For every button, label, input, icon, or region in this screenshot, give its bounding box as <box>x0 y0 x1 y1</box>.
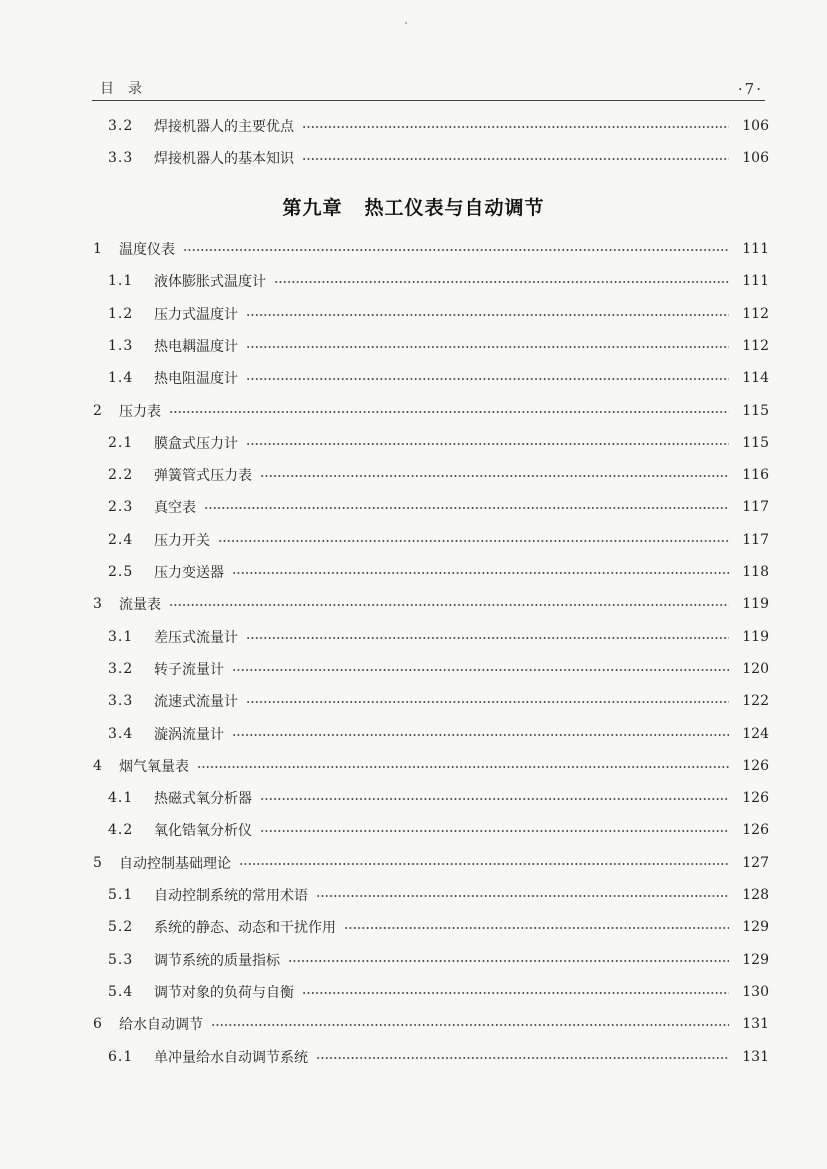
toc-entry[interactable] <box>0 657 827 681</box>
toc-entry[interactable] <box>0 560 827 584</box>
toc-entry[interactable] <box>0 786 827 810</box>
toc-entry-page: 111 <box>742 273 769 290</box>
toc-entry[interactable] <box>0 431 827 455</box>
dot-leader <box>197 766 729 768</box>
dot-leader <box>169 411 729 413</box>
dot-leader <box>169 604 729 606</box>
toc-entry-title: 给水自动调节 <box>119 1017 203 1034</box>
toc-entry-title: 压力开关 <box>154 532 210 549</box>
toc-entry-title: 真空表 <box>154 500 196 517</box>
toc-entry-title: 热电阻温度计 <box>154 371 238 388</box>
toc-entry[interactable] <box>0 980 827 1004</box>
toc-entry[interactable] <box>0 851 827 875</box>
toc-entry-page: 115 <box>742 434 769 451</box>
toc-entry[interactable] <box>0 1045 827 1069</box>
toc-entry-page: 120 <box>742 660 769 677</box>
toc-entry-page: 111 <box>742 241 769 257</box>
dot-leader <box>274 281 729 283</box>
toc-entry[interactable] <box>0 689 827 713</box>
toc-entry-title: 热电耦温度计 <box>154 338 238 355</box>
toc-entry-number: 3 <box>93 596 102 613</box>
toc-entry-number: 2.3 <box>108 499 134 516</box>
toc-entry-number: 2.1 <box>108 434 134 451</box>
toc-entry-page: 119 <box>742 628 769 645</box>
toc-entry-title: 流量表 <box>119 597 161 614</box>
toc-entry-number: 5.3 <box>108 951 134 968</box>
toc-entry-page: 126 <box>742 822 769 839</box>
dot-leader <box>246 701 729 703</box>
toc-entry-number: 5.2 <box>108 919 134 936</box>
dot-leader <box>246 637 729 639</box>
dot-leader <box>302 158 729 160</box>
dot-leader <box>232 669 729 671</box>
toc-entry-number: 2 <box>93 402 102 419</box>
toc-entry[interactable] <box>0 114 827 138</box>
toc-entry-page: 128 <box>742 887 769 903</box>
toc-entry-number: 6.1 <box>108 1048 134 1065</box>
toc-entry-title: 液体膨胀式温度计 <box>154 274 266 291</box>
toc-entry-page: 112 <box>742 305 769 322</box>
toc-entry[interactable] <box>0 915 827 939</box>
toc-entry-page: 115 <box>742 402 769 419</box>
toc-entry[interactable] <box>0 146 827 170</box>
toc-entry-number: 1 <box>93 241 102 257</box>
dot-leader <box>183 249 729 251</box>
dot-leader <box>316 1057 729 1059</box>
toc-entry-number: 4 <box>93 757 102 774</box>
toc-entry-page: 131 <box>742 1048 769 1065</box>
toc-entry-title: 自动控制系统的常用术语 <box>154 888 308 904</box>
toc-entry-number: 5.4 <box>108 983 134 1000</box>
dot-leader <box>218 540 729 542</box>
toc-entry-title: 温度仪表 <box>119 242 175 258</box>
toc-entry[interactable] <box>0 463 827 487</box>
toc-entry-title: 热磁式氧分析器 <box>154 791 252 808</box>
toc-entry[interactable] <box>0 625 827 649</box>
toc-entry-title: 流速式流量计 <box>154 694 238 711</box>
toc-entry-number: 3.1 <box>108 628 134 645</box>
dot-leader <box>316 895 729 897</box>
dot-leader <box>246 443 729 445</box>
toc-entry[interactable] <box>0 883 827 907</box>
toc-entry-title: 调节对象的负荷与自衡 <box>154 984 294 1001</box>
toc-entry-number: 3.2 <box>108 660 134 677</box>
toc-entry-number: 1.4 <box>108 370 134 387</box>
dot-leader <box>246 346 729 348</box>
toc-entry-number: 2.2 <box>108 467 134 484</box>
toc-entry[interactable] <box>0 1012 827 1036</box>
toc-entry-number: 2.4 <box>108 531 134 548</box>
dot-leader <box>211 1024 729 1026</box>
toc-entry[interactable] <box>0 528 827 552</box>
toc-entry[interactable] <box>0 948 827 972</box>
toc-entry-page: 131 <box>742 1016 769 1033</box>
toc-entry-title: 调节系统的质量指标 <box>154 952 280 969</box>
toc-entry-number: 6 <box>93 1016 102 1033</box>
toc-entry-page: 117 <box>742 499 769 516</box>
toc-entry-title: 弹簧管式压力表 <box>154 468 252 485</box>
toc-entry-page: 129 <box>742 951 769 968</box>
dot-leader <box>239 863 729 865</box>
toc-entry[interactable] <box>0 818 827 842</box>
toc-entry-page: 124 <box>742 725 769 742</box>
toc-entry[interactable] <box>0 269 827 293</box>
toc-entry-page: 122 <box>742 693 769 710</box>
toc-entry[interactable] <box>0 592 827 616</box>
toc-entry-page: 114 <box>742 370 769 387</box>
toc-entry-page: 127 <box>742 854 769 871</box>
toc-entry-title: 压力表 <box>119 403 161 420</box>
toc-entry-page: 130 <box>742 983 769 1000</box>
toc-entry[interactable] <box>0 237 827 261</box>
toc-entry[interactable] <box>0 399 827 423</box>
toc-entry-title: 氧化锆氧分析仪 <box>154 823 252 840</box>
toc-entry-title: 单冲量给水自动调节系统 <box>154 1049 308 1066</box>
toc-entry[interactable] <box>0 366 827 390</box>
toc-entry-page: 126 <box>742 757 769 774</box>
toc-entry-number: 5.1 <box>108 887 134 903</box>
toc-entry-title: 压力变送器 <box>154 565 224 581</box>
toc-entry-page: 119 <box>742 596 769 613</box>
toc-entry-number: 5 <box>93 854 102 871</box>
toc-entry[interactable] <box>0 334 827 358</box>
toc-entry-page: 106 <box>742 150 769 166</box>
dot-leader <box>260 475 729 477</box>
toc-entry-number: 3.4 <box>108 725 134 742</box>
chapter-number: 第九章 <box>282 197 343 219</box>
toc-entry-title: 烟气氧量表 <box>119 758 189 775</box>
toc-entry[interactable] <box>0 754 827 778</box>
toc-entry-title: 系统的静态、动态和干扰作用 <box>154 920 336 937</box>
dot-leader <box>232 572 729 574</box>
toc-entry[interactable] <box>0 495 827 519</box>
toc-entry-number: 4.2 <box>108 822 134 839</box>
chapter-name: 热工仪表与自动调节 <box>364 197 545 219</box>
toc-entry[interactable] <box>0 302 827 326</box>
header-page-number: ·7· <box>737 80 763 98</box>
toc-entry-page: 116 <box>742 467 769 484</box>
toc-entry-title: 膜盒式压力计 <box>154 435 238 452</box>
toc-entry-number: 2.5 <box>108 564 134 580</box>
toc-entry-page: 117 <box>742 531 769 548</box>
toc-entry-number: 1.1 <box>108 273 134 290</box>
toc-entry-number: 1.3 <box>108 337 134 354</box>
toc-entry-number: 4.1 <box>108 790 134 807</box>
toc-entry-page: 118 <box>742 564 769 580</box>
dot-leader <box>260 830 729 832</box>
dot-leader <box>204 507 729 509</box>
toc-entry[interactable] <box>0 722 827 746</box>
dot-leader <box>232 734 729 736</box>
toc-entry-number: 1.2 <box>108 305 134 322</box>
toc-entry-page: 126 <box>742 790 769 807</box>
toc-entry-title: 焊接机器人的基本知识 <box>154 151 294 167</box>
dot-leader <box>246 378 729 380</box>
toc-entry-title: 转子流量计 <box>154 661 224 678</box>
dot-leader <box>344 927 729 929</box>
toc-entry-page: 106 <box>742 118 769 134</box>
dot-leader <box>302 126 729 128</box>
toc-entry-number: 3.3 <box>108 150 134 166</box>
toc-entry-page: 129 <box>742 919 769 936</box>
toc-entry-page: 112 <box>742 337 769 354</box>
dot-leader <box>260 798 729 800</box>
toc-entry-title: 漩涡流量计 <box>154 726 224 743</box>
dot-leader <box>246 314 729 316</box>
dot-leader <box>288 960 729 962</box>
toc-entry-title: 压力式温度计 <box>154 306 238 323</box>
toc-entry-title: 差压式流量计 <box>154 629 238 646</box>
header-section-title: 目录 <box>100 81 156 97</box>
toc-entry-number: 3.2 <box>108 118 134 134</box>
toc-entry-title: 自动控制基础理论 <box>119 855 231 872</box>
toc-entry-number: 3.3 <box>108 693 134 710</box>
toc-entry-title: 焊接机器人的主要优点 <box>154 119 294 135</box>
dot-leader <box>302 992 729 994</box>
